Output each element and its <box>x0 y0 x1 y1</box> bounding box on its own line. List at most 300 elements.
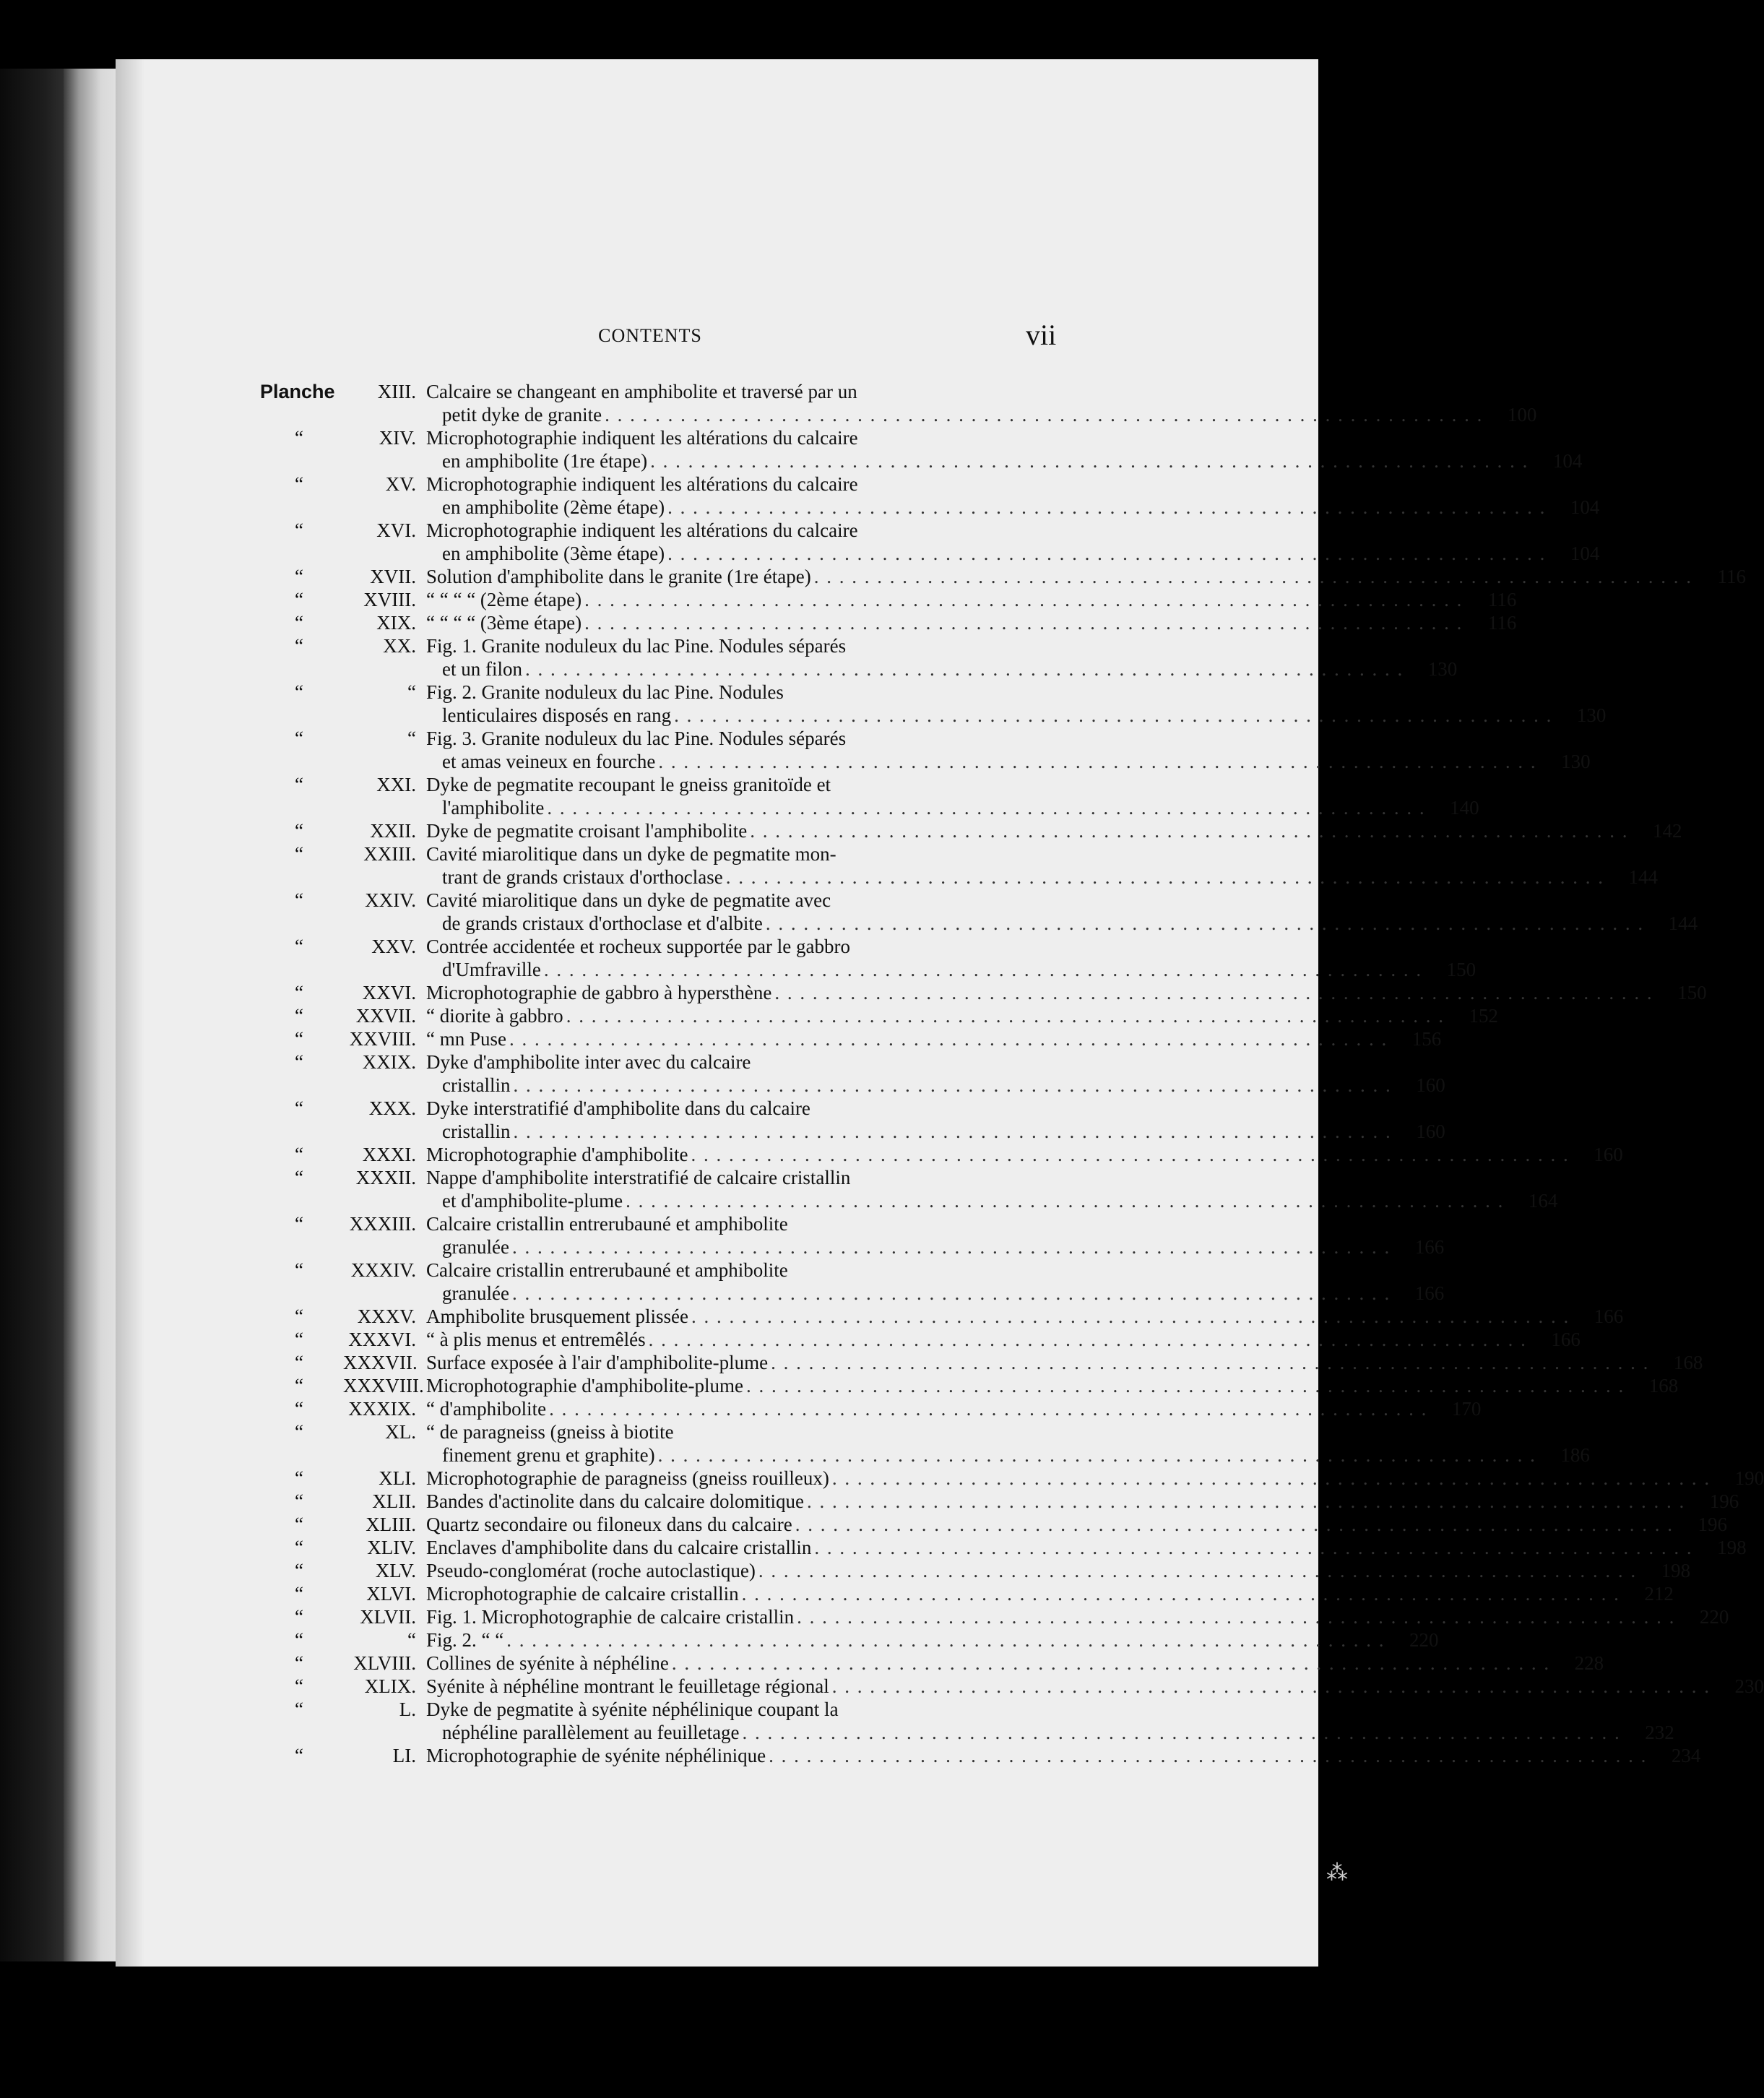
toc-entry <box>260 1328 1581 1351</box>
page-ref: 104 <box>1570 543 1600 564</box>
page-ref: 230 <box>1734 1675 1764 1697</box>
leader-dots <box>649 1328 1527 1351</box>
description-line: Enclaves d'amphibolite dans du calcaire cristallin <box>426 1537 812 1558</box>
leader-dots <box>746 1374 1625 1397</box>
leader-dots <box>771 1351 1649 1374</box>
plate-number: XV. <box>385 473 416 495</box>
leader-dots <box>584 611 1463 634</box>
toc-entry <box>260 1698 1674 1744</box>
leader-dots <box>547 796 1425 819</box>
toc-entry <box>260 681 1607 727</box>
toc-entry <box>260 588 1517 611</box>
leader-dots <box>605 403 1483 426</box>
entry-label: “ <box>295 1144 303 1165</box>
description-line: Microphotographie indiquent les altérations du calcaire <box>426 473 858 495</box>
page-ref: 186 <box>1560 1444 1590 1466</box>
page-ref: 212 <box>1644 1583 1674 1605</box>
description-line: granulée <box>442 1282 509 1304</box>
plate-number: XXIV. <box>365 889 416 911</box>
plate-description <box>426 588 1516 611</box>
plate-description <box>426 1536 1747 1559</box>
entry-label: “ <box>295 820 303 842</box>
toc-entry <box>260 1027 1442 1050</box>
plate-number: XLI. <box>379 1467 416 1489</box>
description-line: cristallin <box>442 1074 511 1096</box>
entry-label: “ <box>295 774 303 795</box>
description-line: Calcaire cristallin entrerubauné et amphibolite <box>426 1259 788 1281</box>
page-ref: 160 <box>1416 1121 1445 1142</box>
page-ref: 166 <box>1594 1305 1624 1327</box>
toc-entry <box>260 426 1583 472</box>
page-ref: 104 <box>1552 450 1583 472</box>
description-line: “ “ “ “ (2ème étape) <box>426 589 582 610</box>
toc-entry <box>260 935 1477 981</box>
description-line: petit dyke de granite <box>442 404 602 426</box>
plate-number: XXXVIII. <box>343 1375 424 1396</box>
plate-number: XXVIII. <box>349 1028 416 1050</box>
page-ref: 168 <box>1648 1375 1679 1396</box>
plate-description <box>426 1328 1581 1351</box>
plate-description <box>426 1652 1604 1675</box>
description-line: de grands cristaux d'orthoclase et d'albite <box>442 912 763 934</box>
entry-label: “ <box>295 1352 303 1373</box>
plate-description <box>426 1097 1445 1143</box>
page-ref: 220 <box>1699 1606 1729 1628</box>
description-line: “ à plis menus et entremêlés <box>426 1329 646 1350</box>
description-line: en amphibolite (3ème étape) <box>442 543 665 564</box>
toc-entry <box>260 1397 1482 1420</box>
description-line: Dyke interstratifié d'amphibolite dans du calcaire <box>426 1097 810 1119</box>
plate-description <box>426 889 1698 935</box>
plate-number: XLIII. <box>366 1514 416 1535</box>
description-line: Microphotographie de paragneiss (gneiss rouilleux) <box>426 1467 829 1489</box>
leader-dots <box>766 912 1644 935</box>
plate-description <box>426 1467 1764 1490</box>
description-line: Calcaire cristallin entrerubauné et amphibolite <box>426 1213 788 1235</box>
plate-number: XXXIX. <box>348 1398 416 1420</box>
leader-dots <box>769 1744 1647 1767</box>
entry-label: “ <box>295 1745 303 1766</box>
plate-description <box>426 981 1707 1004</box>
scan-dark-edge <box>0 69 65 1961</box>
description-line: Microphotographie d'amphibolite-plume <box>426 1375 744 1396</box>
toc-entry <box>260 1628 1439 1652</box>
plate-number: XIX. <box>376 612 416 634</box>
page-ref: 140 <box>1450 797 1479 819</box>
description-line: Amphibolite brusquement plissée <box>426 1305 688 1327</box>
description-line: Collines de syénite à néphéline <box>426 1652 669 1674</box>
entry-label: “ <box>295 1329 303 1350</box>
plate-description <box>426 1050 1445 1097</box>
plate-number: L. <box>399 1698 416 1720</box>
plate-number: XXXIV. <box>350 1259 416 1281</box>
toc-entry <box>260 1467 1764 1490</box>
plate-number: XXXI. <box>362 1144 416 1165</box>
description-line: Microphotographie de syénite néphélinique <box>426 1745 766 1766</box>
entry-label: “ <box>295 889 303 911</box>
entry-label: “ <box>295 427 303 449</box>
toc-entry <box>260 1305 1624 1328</box>
leader-dots <box>512 1235 1391 1259</box>
plate-number: XVIII. <box>363 589 416 610</box>
leader-dots <box>814 565 1692 588</box>
plate-number: XXIX. <box>362 1051 416 1073</box>
toc-entry <box>260 611 1517 634</box>
plate-description <box>426 1004 1498 1027</box>
toc-entry <box>260 1559 1691 1582</box>
leader-dots <box>566 1004 1445 1027</box>
plate-description <box>426 1212 1444 1259</box>
entry-label: “ <box>295 1005 303 1027</box>
page-ref: 152 <box>1469 1005 1498 1027</box>
entry-label: “ <box>295 1097 303 1119</box>
description-line: Microphotographie indiquent les altérations du calcaire <box>426 519 858 541</box>
description-line: Fig. 1. Microphotographie de calcaire cristallin <box>426 1606 795 1628</box>
entry-label: “ <box>295 681 303 703</box>
description-line: Quartz secondaire ou filoneux dans du calcaire <box>426 1514 792 1535</box>
page-ref: 220 <box>1409 1629 1439 1651</box>
entry-label: “ <box>295 1560 303 1581</box>
description-line: d'Umfraville <box>442 959 541 980</box>
plate-number: XXV. <box>371 936 416 957</box>
plate-description <box>426 634 1457 681</box>
toc-entry <box>260 1582 1674 1605</box>
description-line: Bandes d'actinolite dans du calcaire dolomitique <box>426 1490 804 1512</box>
description-line: “ mn Puse <box>426 1028 506 1050</box>
plate-description <box>426 819 1682 842</box>
leader-dots <box>807 1490 1685 1513</box>
entry-label: “ <box>295 982 303 1003</box>
plate-number: XLVIII. <box>353 1652 416 1674</box>
entry-label: “ <box>295 728 303 749</box>
description-line: néphéline parallèlement au feuilletage <box>442 1722 740 1743</box>
plate-description <box>426 1675 1764 1698</box>
entry-label: “ <box>295 843 303 865</box>
entry-label: “ <box>295 1514 303 1535</box>
plate-description <box>426 611 1516 634</box>
toc-entry <box>260 380 1537 426</box>
page-ref: 170 <box>1451 1398 1482 1420</box>
toc-entry <box>260 1259 1445 1305</box>
entry-label: “ <box>295 566 303 587</box>
page-ref: 104 <box>1570 496 1600 518</box>
description-line: “ d'amphibolite <box>426 1398 547 1420</box>
toc-entry <box>260 1143 1623 1166</box>
page-ref: 150 <box>1446 959 1477 980</box>
toc-entry <box>260 1420 1590 1467</box>
leader-dots <box>742 1582 1620 1605</box>
plate-number: XX. <box>383 635 416 657</box>
leader-dots <box>758 1559 1637 1582</box>
page-ref: 232 <box>1645 1722 1674 1743</box>
description-line: Fig. 3. Granite noduleux du lac Pine. Nodules séparés <box>426 728 847 749</box>
plate-description <box>426 727 1591 773</box>
page-ref: 130 <box>1561 751 1591 772</box>
plate-number: LI. <box>392 1745 416 1766</box>
leader-dots <box>797 1605 1675 1628</box>
toc-entry <box>260 1212 1445 1259</box>
plate-description <box>426 519 1599 565</box>
toc-entry <box>260 1374 1679 1397</box>
description-line: et d'amphibolite-plume <box>442 1190 623 1212</box>
page-ref: 144 <box>1668 912 1698 934</box>
plate-description <box>426 565 1746 588</box>
plate-number: XXXV. <box>357 1305 416 1327</box>
plate-description <box>426 935 1476 981</box>
toc-entry <box>260 634 1458 681</box>
leader-dots <box>726 865 1604 889</box>
description-line: finement grenu et graphite) <box>442 1444 655 1466</box>
toc-entry <box>260 1050 1445 1097</box>
plate-number: XXVII. <box>355 1005 416 1027</box>
leader-dots <box>506 1628 1385 1652</box>
plate-description <box>426 1397 1481 1420</box>
plate-number: XVII. <box>370 566 416 587</box>
plate-description <box>426 681 1606 727</box>
leader-dots <box>674 704 1552 727</box>
plate-number: XXII. <box>370 820 416 842</box>
page-ref: 144 <box>1628 866 1658 888</box>
toc-entry <box>260 1605 1729 1628</box>
toc-entry <box>260 1166 1558 1212</box>
entry-label: “ <box>295 1051 303 1073</box>
toc-entry <box>260 1513 1728 1536</box>
description-line: Dyke de pegmatite à syénite néphélinique coupant la <box>426 1698 839 1720</box>
description-line: Fig. 2. Granite noduleux du lac Pine. Nodules <box>426 681 784 703</box>
toc-entry <box>260 1536 1747 1559</box>
entry-label: “ <box>295 936 303 957</box>
description-line: l'amphibolite <box>442 797 545 819</box>
description-line: granulée <box>442 1236 509 1258</box>
plate-number: XLIX. <box>364 1675 416 1697</box>
plate-number: “ <box>407 1629 416 1651</box>
plate-number: XIII. <box>377 381 416 402</box>
description-line: Microphotographie de gabbro à hypersthène <box>426 982 772 1003</box>
description-line: Solution d'amphibolite dans le granite (1re étape) <box>426 566 811 587</box>
plate-description <box>426 1698 1674 1744</box>
description-line: Cavité miarolitique dans un dyke de pegmatite avec <box>426 889 831 911</box>
page-ref: 164 <box>1528 1190 1558 1212</box>
entry-label: “ <box>295 1467 303 1489</box>
entry-label: “ <box>295 1675 303 1697</box>
description-line: Dyke de pegmatite croisant l'amphibolite <box>426 820 748 842</box>
toc-entry <box>260 1652 1604 1675</box>
entry-label: “ <box>295 1583 303 1605</box>
page-ref: 196 <box>1709 1490 1739 1512</box>
page-ref: 142 <box>1652 820 1682 842</box>
leader-dots <box>650 449 1529 472</box>
plate-description <box>426 1744 1700 1767</box>
plate-number: XLV. <box>375 1560 416 1581</box>
entry-label: “ <box>295 612 303 634</box>
running-head: CONTENTS <box>598 325 702 346</box>
plate-number: XLIV. <box>367 1537 416 1558</box>
scan-artifact: ⁂ <box>1326 1860 1348 1886</box>
plate-description <box>426 1490 1739 1513</box>
leader-dots <box>691 1305 1570 1328</box>
entry-label: “ <box>295 519 303 541</box>
leader-dots <box>667 496 1546 519</box>
description-line: Pseudo-conglomérat (roche autoclastique) <box>426 1560 756 1581</box>
plate-number: XL. <box>385 1421 416 1443</box>
plate-number: XXXVI. <box>348 1329 416 1350</box>
description-line: Calcaire se changeant en amphibolite et traversé par un <box>426 381 857 402</box>
leader-dots <box>549 1397 1427 1420</box>
plate-number: XXXVII. <box>343 1352 418 1373</box>
page-ref: 160 <box>1594 1144 1623 1165</box>
leader-dots <box>814 1536 1692 1559</box>
page-ref: 166 <box>1551 1329 1581 1350</box>
plate-description <box>426 1559 1690 1582</box>
entry-label: “ <box>295 1375 303 1396</box>
toc-entry <box>260 1675 1764 1698</box>
page-ref: 150 <box>1677 982 1707 1003</box>
toc-entry <box>260 1744 1701 1767</box>
description-line: Microphotographie de calcaire cristallin <box>426 1583 739 1605</box>
plate-number: XXIII. <box>363 843 416 865</box>
description-line: Microphotographie d'amphibolite <box>426 1144 688 1165</box>
entry-label: “ <box>295 589 303 610</box>
page-gutter-shadow <box>116 59 144 1967</box>
leader-dots <box>525 657 1404 681</box>
plate-description <box>426 426 1582 472</box>
leader-dots <box>774 981 1653 1004</box>
description-line: Nappe d'amphibolite interstratifié de calcaire cristallin <box>426 1167 851 1188</box>
description-line: Dyke de pegmatite recoupant le gneiss granitoïde et <box>426 774 831 795</box>
page-ref: 166 <box>1414 1236 1445 1258</box>
entry-label: “ <box>295 1629 303 1651</box>
toc-entry <box>260 819 1682 842</box>
page-ref: 228 <box>1574 1652 1604 1674</box>
plate-number: XXX. <box>368 1097 416 1119</box>
description-line: Fig. 1. Granite noduleux du lac Pine. Nodules séparés <box>426 635 847 657</box>
page-ref: 130 <box>1427 658 1458 680</box>
leader-dots <box>832 1675 1711 1698</box>
description-line: et un filon <box>442 658 522 680</box>
plate-number: “ <box>407 728 416 749</box>
entry-label: “ <box>295 1490 303 1512</box>
plate-description <box>426 773 1479 819</box>
leader-dots <box>832 1467 1711 1490</box>
plate-description <box>426 1420 1590 1467</box>
entry-label: “ <box>295 1421 303 1443</box>
leader-dots <box>512 1282 1391 1305</box>
plate-description <box>426 1351 1703 1374</box>
description-line: “ diorite à gabbro <box>426 1005 563 1027</box>
entry-label: “ <box>295 1305 303 1327</box>
toc-entry <box>260 1097 1445 1143</box>
leader-dots <box>667 542 1546 565</box>
page-ref: 198 <box>1661 1560 1691 1581</box>
description-line: Fig. 2. “ “ <box>426 1629 504 1651</box>
description-line: Cavité miarolitique dans un dyke de pegmatite mon- <box>426 843 836 865</box>
plate-number: XXXIII. <box>349 1213 416 1235</box>
entry-label: Planche <box>260 381 335 402</box>
toc-entry <box>260 1004 1498 1027</box>
toc-entry <box>260 889 1698 935</box>
page-ref: 160 <box>1416 1074 1445 1096</box>
page-ref: 130 <box>1576 704 1607 726</box>
plate-number: XLVI. <box>366 1583 416 1605</box>
page-ref: 156 <box>1411 1028 1442 1050</box>
leader-dots <box>795 1513 1674 1536</box>
description-line: en amphibolite (1re étape) <box>442 450 648 472</box>
description-line: Microphotographie indiquent les altérations du calcaire <box>426 427 858 449</box>
entry-label: “ <box>295 1698 303 1720</box>
description-line: Syénite à néphéline montrant le feuilletage régional <box>426 1675 829 1697</box>
entry-label: “ <box>295 1259 303 1281</box>
description-line: trant de grands cristaux d'orthoclase <box>442 866 723 888</box>
leader-dots <box>743 1721 1621 1744</box>
entry-label: “ <box>295 1167 303 1188</box>
leader-dots <box>584 588 1463 611</box>
entry-label: “ <box>295 1398 303 1420</box>
plate-number: XIV. <box>379 427 416 449</box>
description-line: et amas veineux en fourche <box>442 751 656 772</box>
leader-dots <box>513 1074 1391 1097</box>
leader-dots <box>672 1652 1550 1675</box>
page-ref: 100 <box>1507 404 1537 426</box>
toc-entry <box>260 727 1591 773</box>
description-line: “ “ “ “ (3ème étape) <box>426 612 582 634</box>
plate-number: XXI. <box>376 774 416 795</box>
toc-entry <box>260 1351 1703 1374</box>
leader-dots <box>691 1143 1570 1166</box>
leader-dots <box>658 750 1536 773</box>
plate-description <box>426 1605 1729 1628</box>
plate-number: XLVII. <box>360 1606 416 1628</box>
plate-description <box>426 1027 1441 1050</box>
page-ref: 196 <box>1698 1514 1728 1535</box>
toc-entry <box>260 842 1658 889</box>
toc-entry <box>260 981 1707 1004</box>
plate-number: XVI. <box>376 519 416 541</box>
description-line: “ de paragneiss (gneiss à biotite <box>426 1421 674 1443</box>
toc-entry <box>260 773 1479 819</box>
page-ref: 116 <box>1487 589 1517 610</box>
leader-dots <box>509 1027 1388 1050</box>
entry-label: “ <box>295 1652 303 1674</box>
entry-label: “ <box>295 1606 303 1628</box>
toc-entry <box>260 1490 1739 1513</box>
toc-entry <box>260 565 1746 588</box>
plate-description <box>426 1305 1623 1328</box>
entry-label: “ <box>295 1537 303 1558</box>
page-ref: 166 <box>1414 1282 1445 1304</box>
description-line: cristallin <box>442 1121 511 1142</box>
plate-description <box>426 380 1536 426</box>
leader-dots <box>658 1443 1536 1467</box>
plate-description <box>426 842 1658 889</box>
entry-label: “ <box>295 473 303 495</box>
entry-label: “ <box>295 1028 303 1050</box>
plate-number: “ <box>407 681 416 703</box>
entry-label: “ <box>295 1213 303 1235</box>
plate-description <box>426 1374 1678 1397</box>
plate-description <box>426 1628 1439 1652</box>
description-line: Contrée accidentée et rocheux supportée par le gabbro <box>426 936 850 957</box>
plate-number: XXXII. <box>355 1167 416 1188</box>
toc-entry <box>260 519 1600 565</box>
page-ref: 234 <box>1671 1745 1701 1766</box>
entry-label: “ <box>295 635 303 657</box>
leader-dots <box>513 1120 1391 1143</box>
page-ref: 198 <box>1717 1537 1747 1558</box>
plate-number: XXVI. <box>362 982 416 1003</box>
plate-description <box>426 1143 1623 1166</box>
leader-dots <box>544 958 1422 981</box>
plate-description <box>426 1259 1444 1305</box>
